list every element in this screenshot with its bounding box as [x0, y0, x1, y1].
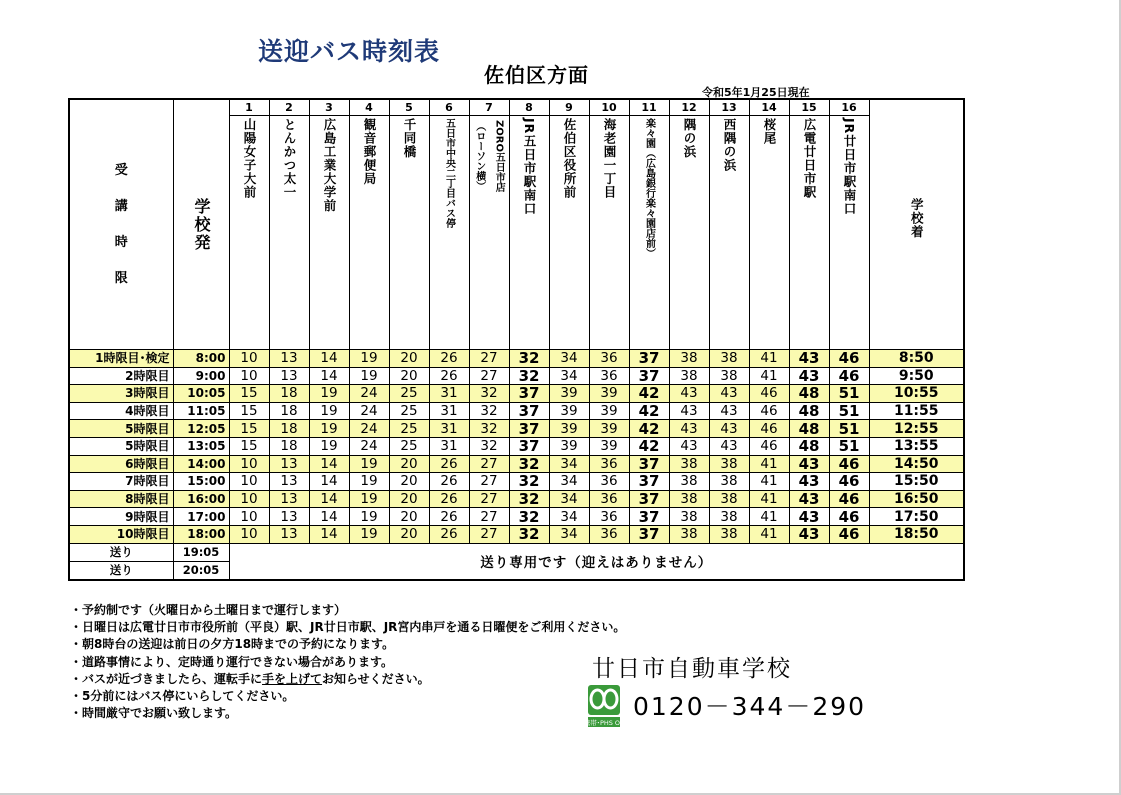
time-cell: 37	[629, 350, 669, 368]
time-cell: 32	[509, 455, 549, 473]
time-cell: 46	[829, 350, 869, 368]
stop-name-6: 五日市中央二丁目バス停	[429, 116, 469, 350]
stop-name-16: JR廿日市駅南口	[829, 116, 869, 350]
company-name: 廿日市自動車学校	[592, 656, 792, 682]
notes	[70, 602, 625, 722]
time-cell: 42	[629, 402, 669, 420]
note-6: ・5分前にはバス停にいらしてください。	[70, 689, 295, 704]
note-4: ・道路事情により、定時通り運行できない場合があります。	[70, 654, 394, 669]
time-cell: 13	[269, 350, 309, 368]
stop-number-3: 3	[309, 99, 349, 116]
stop-number-12: 12	[669, 99, 709, 116]
table-row	[69, 473, 964, 491]
time-cell: 14	[309, 367, 349, 385]
time-cell: 19	[309, 437, 349, 455]
time-cell: 27	[469, 455, 509, 473]
time-cell: 34	[549, 367, 589, 385]
time-cell: 51	[829, 385, 869, 403]
timetable	[68, 98, 965, 581]
time-cell: 43	[789, 350, 829, 368]
time-cell: 41	[749, 455, 789, 473]
stop-number-6: 6	[429, 99, 469, 116]
time-cell: 39	[589, 437, 629, 455]
time-cell: 43	[709, 437, 749, 455]
time-cell: 20	[389, 508, 429, 526]
time-cell: 37	[629, 508, 669, 526]
arrival-cell: 10:55	[869, 385, 964, 403]
departure-cell: 9:00	[173, 367, 229, 385]
stop-name-15: 広電廿日市駅	[789, 116, 829, 350]
time-cell: 37	[629, 455, 669, 473]
time-cell: 20	[389, 490, 429, 508]
time-cell: 37	[629, 490, 669, 508]
time-cell: 37	[509, 420, 549, 438]
time-cell: 32	[469, 420, 509, 438]
time-cell: 42	[629, 420, 669, 438]
note-7: ・時間厳守でお願い致します。	[70, 706, 238, 721]
time-cell: 34	[549, 490, 589, 508]
time-cell: 46	[829, 367, 869, 385]
stop-name-3: 広島工業大学前	[309, 116, 349, 350]
time-cell: 43	[789, 508, 829, 526]
period-cell: 5時限目	[69, 437, 173, 455]
time-cell: 25	[389, 402, 429, 420]
time-cell: 43	[669, 437, 709, 455]
time-cell: 38	[669, 350, 709, 368]
time-cell: 37	[629, 367, 669, 385]
school-departure-header: 学校発	[173, 99, 229, 350]
time-cell: 38	[709, 525, 749, 543]
time-cell: 43	[709, 420, 749, 438]
time-cell: 51	[829, 402, 869, 420]
time-cell: 43	[669, 420, 709, 438]
time-cell: 48	[789, 402, 829, 420]
time-cell: 25	[389, 437, 429, 455]
arrival-cell: 18:50	[869, 525, 964, 543]
time-cell: 13	[269, 508, 309, 526]
time-cell: 46	[749, 420, 789, 438]
period-cell: 7時限目	[69, 473, 173, 491]
table-row	[69, 402, 964, 420]
time-cell: 46	[829, 455, 869, 473]
time-cell: 38	[709, 490, 749, 508]
table-row	[69, 525, 964, 543]
time-cell: 42	[629, 437, 669, 455]
time-cell: 13	[269, 525, 309, 543]
send-period-cell: 送り	[69, 561, 173, 580]
time-cell: 31	[429, 437, 469, 455]
time-cell: 37	[509, 402, 549, 420]
time-cell: 48	[789, 437, 829, 455]
time-cell: 26	[429, 508, 469, 526]
time-cell: 27	[469, 490, 509, 508]
time-cell: 24	[349, 437, 389, 455]
time-cell: 46	[829, 473, 869, 491]
time-cell: 19	[309, 420, 349, 438]
time-cell: 39	[549, 385, 589, 403]
table-row	[69, 455, 964, 473]
time-cell: 19	[309, 402, 349, 420]
period-cell: 3時限目	[69, 385, 173, 403]
time-cell: 20	[389, 350, 429, 368]
time-cell: 14	[309, 525, 349, 543]
date-note: 令和5年1月25日現在	[702, 86, 810, 99]
arrival-cell: 12:55	[869, 420, 964, 438]
stop-name-8: JR五日市駅南口	[509, 116, 549, 350]
departure-cell: 18:00	[173, 525, 229, 543]
stop-number-15: 15	[789, 99, 829, 116]
stop-name-5: 千同橋	[389, 116, 429, 350]
time-cell: 43	[669, 385, 709, 403]
arrival-cell: 13:55	[869, 437, 964, 455]
time-cell: 14	[309, 473, 349, 491]
time-cell: 20	[389, 473, 429, 491]
time-cell: 15	[229, 402, 269, 420]
time-cell: 18	[269, 385, 309, 403]
time-cell: 27	[469, 367, 509, 385]
phone-number: 0120－344－290	[633, 692, 867, 721]
time-cell: 43	[789, 455, 829, 473]
time-cell: 36	[589, 473, 629, 491]
time-cell: 38	[669, 367, 709, 385]
time-cell: 43	[789, 367, 829, 385]
time-cell: 32	[509, 367, 549, 385]
time-cell: 15	[229, 420, 269, 438]
time-cell: 19	[349, 367, 389, 385]
time-cell: 32	[509, 350, 549, 368]
time-cell: 38	[709, 508, 749, 526]
stop-name-1: 山陽女子大前	[229, 116, 269, 350]
time-cell: 31	[429, 385, 469, 403]
departure-cell: 13:05	[173, 437, 229, 455]
time-cell: 46	[749, 437, 789, 455]
time-cell: 27	[469, 473, 509, 491]
arrival-cell: 11:55	[869, 402, 964, 420]
period-cell: 10時限目	[69, 525, 173, 543]
time-cell: 43	[669, 402, 709, 420]
time-cell: 18	[269, 402, 309, 420]
time-cell: 13	[269, 455, 309, 473]
time-cell: 27	[469, 508, 509, 526]
time-cell: 20	[389, 367, 429, 385]
time-cell: 37	[629, 525, 669, 543]
time-cell: 10	[229, 508, 269, 526]
departure-cell: 11:05	[173, 402, 229, 420]
stop-number-4: 4	[349, 99, 389, 116]
time-cell: 19	[349, 508, 389, 526]
time-cell: 15	[229, 437, 269, 455]
send-only-note: 送り専用です（迎えはありません）	[229, 543, 964, 580]
time-cell: 46	[829, 508, 869, 526]
period-cell: 2時限目	[69, 367, 173, 385]
time-cell: 38	[709, 473, 749, 491]
send-row	[69, 543, 964, 561]
time-cell: 43	[789, 525, 829, 543]
time-cell: 26	[429, 350, 469, 368]
time-cell: 26	[429, 455, 469, 473]
time-cell: 41	[749, 350, 789, 368]
time-cell: 20	[389, 455, 429, 473]
period-header: 受 講 時 限	[69, 99, 173, 350]
time-cell: 27	[469, 525, 509, 543]
free-dial-caption: 携帯･PHS OK	[583, 719, 625, 727]
time-cell: 26	[429, 490, 469, 508]
time-cell: 25	[389, 420, 429, 438]
time-cell: 14	[309, 350, 349, 368]
time-cell: 10	[229, 490, 269, 508]
note-1: ・予約制です（火曜日から土曜日まで運行します）	[70, 603, 347, 617]
free-dial-icon	[583, 684, 625, 728]
time-cell: 10	[229, 455, 269, 473]
time-cell: 19	[349, 455, 389, 473]
send-departure-cell: 20:05	[173, 561, 229, 580]
time-cell: 24	[349, 385, 389, 403]
stop-number-1: 1	[229, 99, 269, 116]
time-cell: 32	[469, 385, 509, 403]
time-cell: 46	[749, 385, 789, 403]
time-cell: 26	[429, 367, 469, 385]
time-cell: 39	[549, 420, 589, 438]
time-cell: 36	[589, 367, 629, 385]
time-cell: 18	[269, 420, 309, 438]
time-cell: 32	[469, 437, 509, 455]
time-cell: 48	[789, 385, 829, 403]
time-cell: 36	[589, 508, 629, 526]
time-cell: 13	[269, 367, 309, 385]
arrival-cell: 8:50	[869, 350, 964, 368]
time-cell: 43	[789, 473, 829, 491]
time-cell: 41	[749, 367, 789, 385]
time-cell: 36	[589, 350, 629, 368]
table-row	[69, 490, 964, 508]
stop-name-2: とんかつ太一	[269, 116, 309, 350]
stop-name-7: ZORO五日市店 （ローソン横）	[469, 116, 509, 350]
stop-number-13: 13	[709, 99, 749, 116]
stop-number-5: 5	[389, 99, 429, 116]
time-cell: 32	[509, 525, 549, 543]
stop-number-10: 10	[589, 99, 629, 116]
note-3: ・朝8時台の送迎は前日の夕方18時までの予約になります。	[70, 637, 395, 652]
time-cell: 10	[229, 525, 269, 543]
time-cell: 13	[269, 473, 309, 491]
arrival-cell: 17:50	[869, 508, 964, 526]
period-cell: 4時限目	[69, 402, 173, 420]
period-cell: 1時限目･検定	[69, 350, 173, 368]
time-cell: 14	[309, 508, 349, 526]
time-cell: 41	[749, 508, 789, 526]
arrival-cell: 16:50	[869, 490, 964, 508]
time-cell: 24	[349, 402, 389, 420]
time-cell: 41	[749, 525, 789, 543]
time-cell: 19	[349, 473, 389, 491]
note-5: ・バスが近づきましたら、運転手に手を上げてお知らせください。	[70, 671, 430, 686]
stop-number-14: 14	[749, 99, 789, 116]
time-cell: 38	[709, 455, 749, 473]
stop-name-14: 桜尾	[749, 116, 789, 350]
note-2: ・日曜日は広電廿日市市役所前（平良）駅、JR廿日市駅、JR宮内串戸を通る日曜便をご利用ください。	[70, 620, 626, 635]
time-cell: 10	[229, 367, 269, 385]
time-cell: 37	[509, 385, 549, 403]
stop-number-11: 11	[629, 99, 669, 116]
stop-number-16: 16	[829, 99, 869, 116]
school-arrival-header: 学校着	[869, 99, 964, 350]
time-cell: 36	[589, 490, 629, 508]
time-cell: 43	[709, 385, 749, 403]
time-cell: 38	[709, 367, 749, 385]
period-cell: 8時限目	[69, 490, 173, 508]
time-cell: 46	[829, 490, 869, 508]
stop-number-2: 2	[269, 99, 309, 116]
time-cell: 41	[749, 473, 789, 491]
time-cell: 39	[549, 437, 589, 455]
time-cell: 18	[269, 437, 309, 455]
time-cell: 13	[269, 490, 309, 508]
time-cell: 15	[229, 385, 269, 403]
stop-name-11: 楽々園（広島銀行楽々園店前）	[629, 116, 669, 350]
time-cell: 46	[829, 525, 869, 543]
time-cell: 10	[229, 350, 269, 368]
table-row	[69, 420, 964, 438]
period-cell: 6時限目	[69, 455, 173, 473]
time-cell: 37	[509, 437, 549, 455]
time-cell: 38	[669, 455, 709, 473]
time-cell: 32	[509, 473, 549, 491]
departure-cell: 10:05	[173, 385, 229, 403]
departure-cell: 8:00	[173, 350, 229, 368]
time-cell: 27	[469, 350, 509, 368]
route-subtitle: 佐伯区方面	[484, 63, 589, 87]
departure-cell: 14:00	[173, 455, 229, 473]
time-cell: 19	[309, 385, 349, 403]
time-cell: 37	[629, 473, 669, 491]
time-cell: 14	[309, 490, 349, 508]
time-cell: 31	[429, 402, 469, 420]
time-cell: 32	[509, 490, 549, 508]
send-period-cell: 送り	[69, 543, 173, 561]
time-cell: 42	[629, 385, 669, 403]
time-cell: 38	[669, 525, 709, 543]
time-cell: 41	[749, 490, 789, 508]
table-row	[69, 367, 964, 385]
time-cell: 51	[829, 420, 869, 438]
time-cell: 34	[549, 473, 589, 491]
time-cell: 38	[669, 490, 709, 508]
time-cell: 34	[549, 508, 589, 526]
time-cell: 34	[549, 455, 589, 473]
period-cell: 9時限目	[69, 508, 173, 526]
time-cell: 46	[749, 402, 789, 420]
send-departure-cell: 19:05	[173, 543, 229, 561]
note-5-underlined: 手を上げて	[262, 671, 323, 686]
table-row	[69, 385, 964, 403]
time-cell: 39	[589, 402, 629, 420]
stop-name-13: 西隅の浜	[709, 116, 749, 350]
time-cell: 38	[709, 350, 749, 368]
departure-cell: 17:00	[173, 508, 229, 526]
stop-name-9: 佐伯区役所前	[549, 116, 589, 350]
time-cell: 26	[429, 473, 469, 491]
time-cell: 19	[349, 490, 389, 508]
departure-cell: 12:05	[173, 420, 229, 438]
time-cell: 26	[429, 525, 469, 543]
time-cell: 39	[589, 385, 629, 403]
time-cell: 43	[789, 490, 829, 508]
stop-number-7: 7	[469, 99, 509, 116]
time-cell: 14	[309, 455, 349, 473]
time-cell: 32	[469, 402, 509, 420]
time-cell: 51	[829, 437, 869, 455]
time-cell: 36	[589, 455, 629, 473]
stop-number-8: 8	[509, 99, 549, 116]
time-cell: 25	[389, 385, 429, 403]
time-cell: 20	[389, 525, 429, 543]
time-cell: 39	[549, 402, 589, 420]
time-cell: 31	[429, 420, 469, 438]
stop-name-4: 観音郵便局	[349, 116, 389, 350]
time-cell: 48	[789, 420, 829, 438]
time-cell: 32	[509, 508, 549, 526]
page-title: 送迎バス時刻表	[258, 37, 441, 66]
time-cell: 34	[549, 525, 589, 543]
departure-cell: 16:00	[173, 490, 229, 508]
stop-name-10: 海老園一丁目	[589, 116, 629, 350]
time-cell: 43	[709, 402, 749, 420]
table-row	[69, 350, 964, 368]
time-cell: 19	[349, 525, 389, 543]
time-cell: 39	[589, 420, 629, 438]
stop-number-9: 9	[549, 99, 589, 116]
stop-name-12: 隅の浜	[669, 116, 709, 350]
time-cell: 19	[349, 350, 389, 368]
arrival-cell: 15:50	[869, 473, 964, 491]
arrival-cell: 14:50	[869, 455, 964, 473]
departure-cell: 15:00	[173, 473, 229, 491]
time-cell: 34	[549, 350, 589, 368]
arrival-cell: 9:50	[869, 367, 964, 385]
table-row	[69, 508, 964, 526]
table-row	[69, 437, 964, 455]
time-cell: 38	[669, 508, 709, 526]
time-cell: 36	[589, 525, 629, 543]
time-cell: 10	[229, 473, 269, 491]
period-cell: 5時限目	[69, 420, 173, 438]
time-cell: 24	[349, 420, 389, 438]
time-cell: 38	[669, 473, 709, 491]
